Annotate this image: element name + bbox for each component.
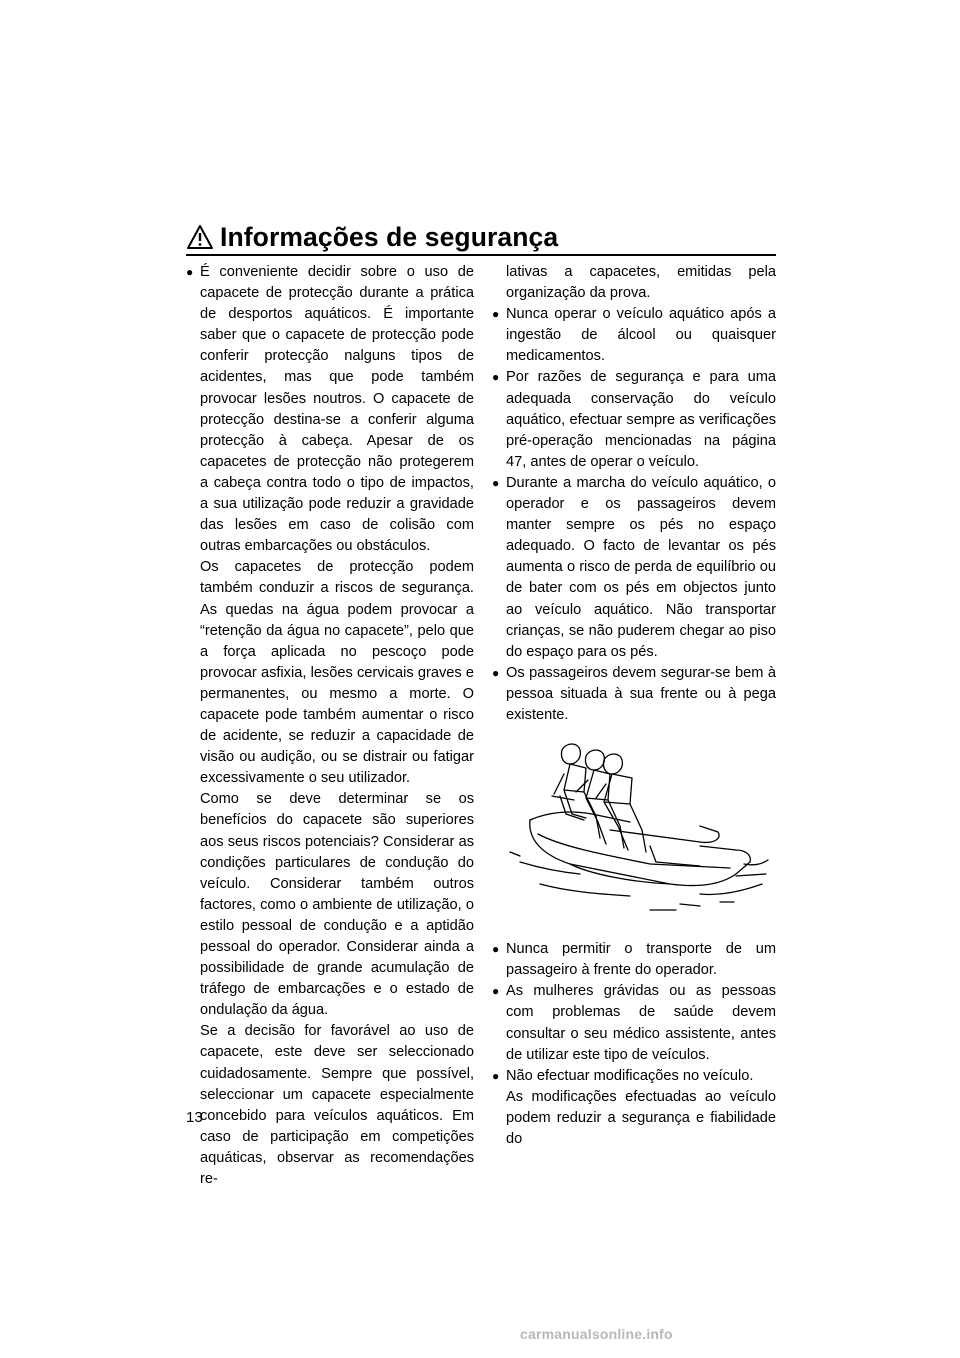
page-header [186, 220, 776, 256]
list-item: ● Por razões de segurança e para uma adequada conservação do veículo aquático, efectuar sempre as verificações pré-operação mencionadas na página 47, antes de operar o veículo. [492, 369, 776, 470]
bullet-icon: ● [186, 265, 194, 279]
warning-triangle-icon [186, 224, 214, 250]
bullet-icon: ● [492, 665, 500, 680]
left-column [186, 262, 474, 1190]
footer-watermark: carmanualsonline.info [520, 1326, 673, 1342]
paragraph-continuation: lativas a capacetes, emitidas pela organização da prova. [506, 264, 776, 302]
paragraph: Como se deve determinar se os benefícios do capacete são superiores aos seus riscos potenciais? Considerar as condições particulares de condução do veículo. Considerar também outros factores, como o ambiente de utilização, o estilo pessoal de condução e a aptidão pessoal do operador. Considerar ainda a possibilidade de grande acumulação de tráfego de embarcações e o estado de ondulação da água. [200, 791, 474, 1019]
list-item: ● Os passageiros devem segurar-se bem à pessoa situada à sua frente ou à pega existente. [492, 664, 776, 723]
list-item: ● Nunca permitir o transporte de um passageiro à frente do operador. [492, 941, 776, 979]
bullet-icon: ● [492, 370, 500, 385]
bullet-icon: ● [492, 307, 500, 322]
right-column [492, 262, 776, 1150]
list-item: ● As mulheres grávidas ou as pessoas com problemas de saúde devem consultar o seu médico assistente, antes de utilizar este tipo de veículos. [492, 983, 776, 1063]
list-item: ● Durante a marcha do veículo aquático, o operador e os passageiros devem manter sempre os pés no espaço adequado. O facto de levantar os pés aumenta o risco de perda de equilíbrio ou de bater com os pés em objectos junto ao veículo aquático. Não transportar crianças, se não puderem chegar ao piso do espaço para os pés. [492, 474, 776, 660]
paragraph: As modificações efectuadas ao veículo podem reduzir a segurança e fiabilidade do [506, 1088, 776, 1147]
bullet-icon: ● [492, 984, 500, 999]
bullet-icon: ● [492, 475, 500, 490]
paragraph: Os capacetes de protecção podem também conduzir a riscos de segurança. As quedas na água podem provocar a “retenção da água no capacete”, pelo que a força aplicada no pescoço pode provocar asfixia, lesões cervicais graves e permanentes, ou mesmo a morte. O capacete pode também aumentar o risco de acidente, se reduzir a capacidade de visão ou audição, ou se distrair ou fatigar excessivamente o seu utilizador. [200, 559, 474, 787]
bullet-icon: ● [492, 942, 500, 957]
paragraph: É conveniente decidir sobre o uso de capacete de protecção durante a prática de desportos aquáticos. É importante saber que o capacete de protecção pode conferir protecção nalguns tipos de acidentes, mas que pode também provocar lesões noutros. O capacete de protecção destina-se a conferir alguma protecção à cabeça. Apesar de os capacetes de protecção não protegerem a cabeça contra todo o tipo de impactos, a sua utilização pode reduzir a gravidade das lesões em caso de colisão com outras embarcações ou obstáculos. [200, 264, 474, 555]
list-item: ● Não efectuar modificações no veículo. [492, 1066, 776, 1087]
paragraph: Se a decisão for favorável ao uso de capacete, este deve ser seleccionado cuidadosamente. Sempre que possível, seleccionar um capacete especialmente concebido para veículos aquáticos. Em caso de participação em competições aquáticas, observar as recomendações re- [200, 1023, 474, 1188]
bullet-icon: ● [492, 1068, 500, 1083]
watercraft-illustration [500, 734, 770, 918]
header-rule [186, 254, 776, 256]
list-item: ● Nunca operar o veículo aquático após a ingestão de álcool ou quaisquer medicamentos. [492, 306, 776, 365]
list-item [186, 262, 474, 557]
page-title: Informações de segurança [220, 222, 559, 252]
page-number: 13 [186, 1109, 203, 1126]
